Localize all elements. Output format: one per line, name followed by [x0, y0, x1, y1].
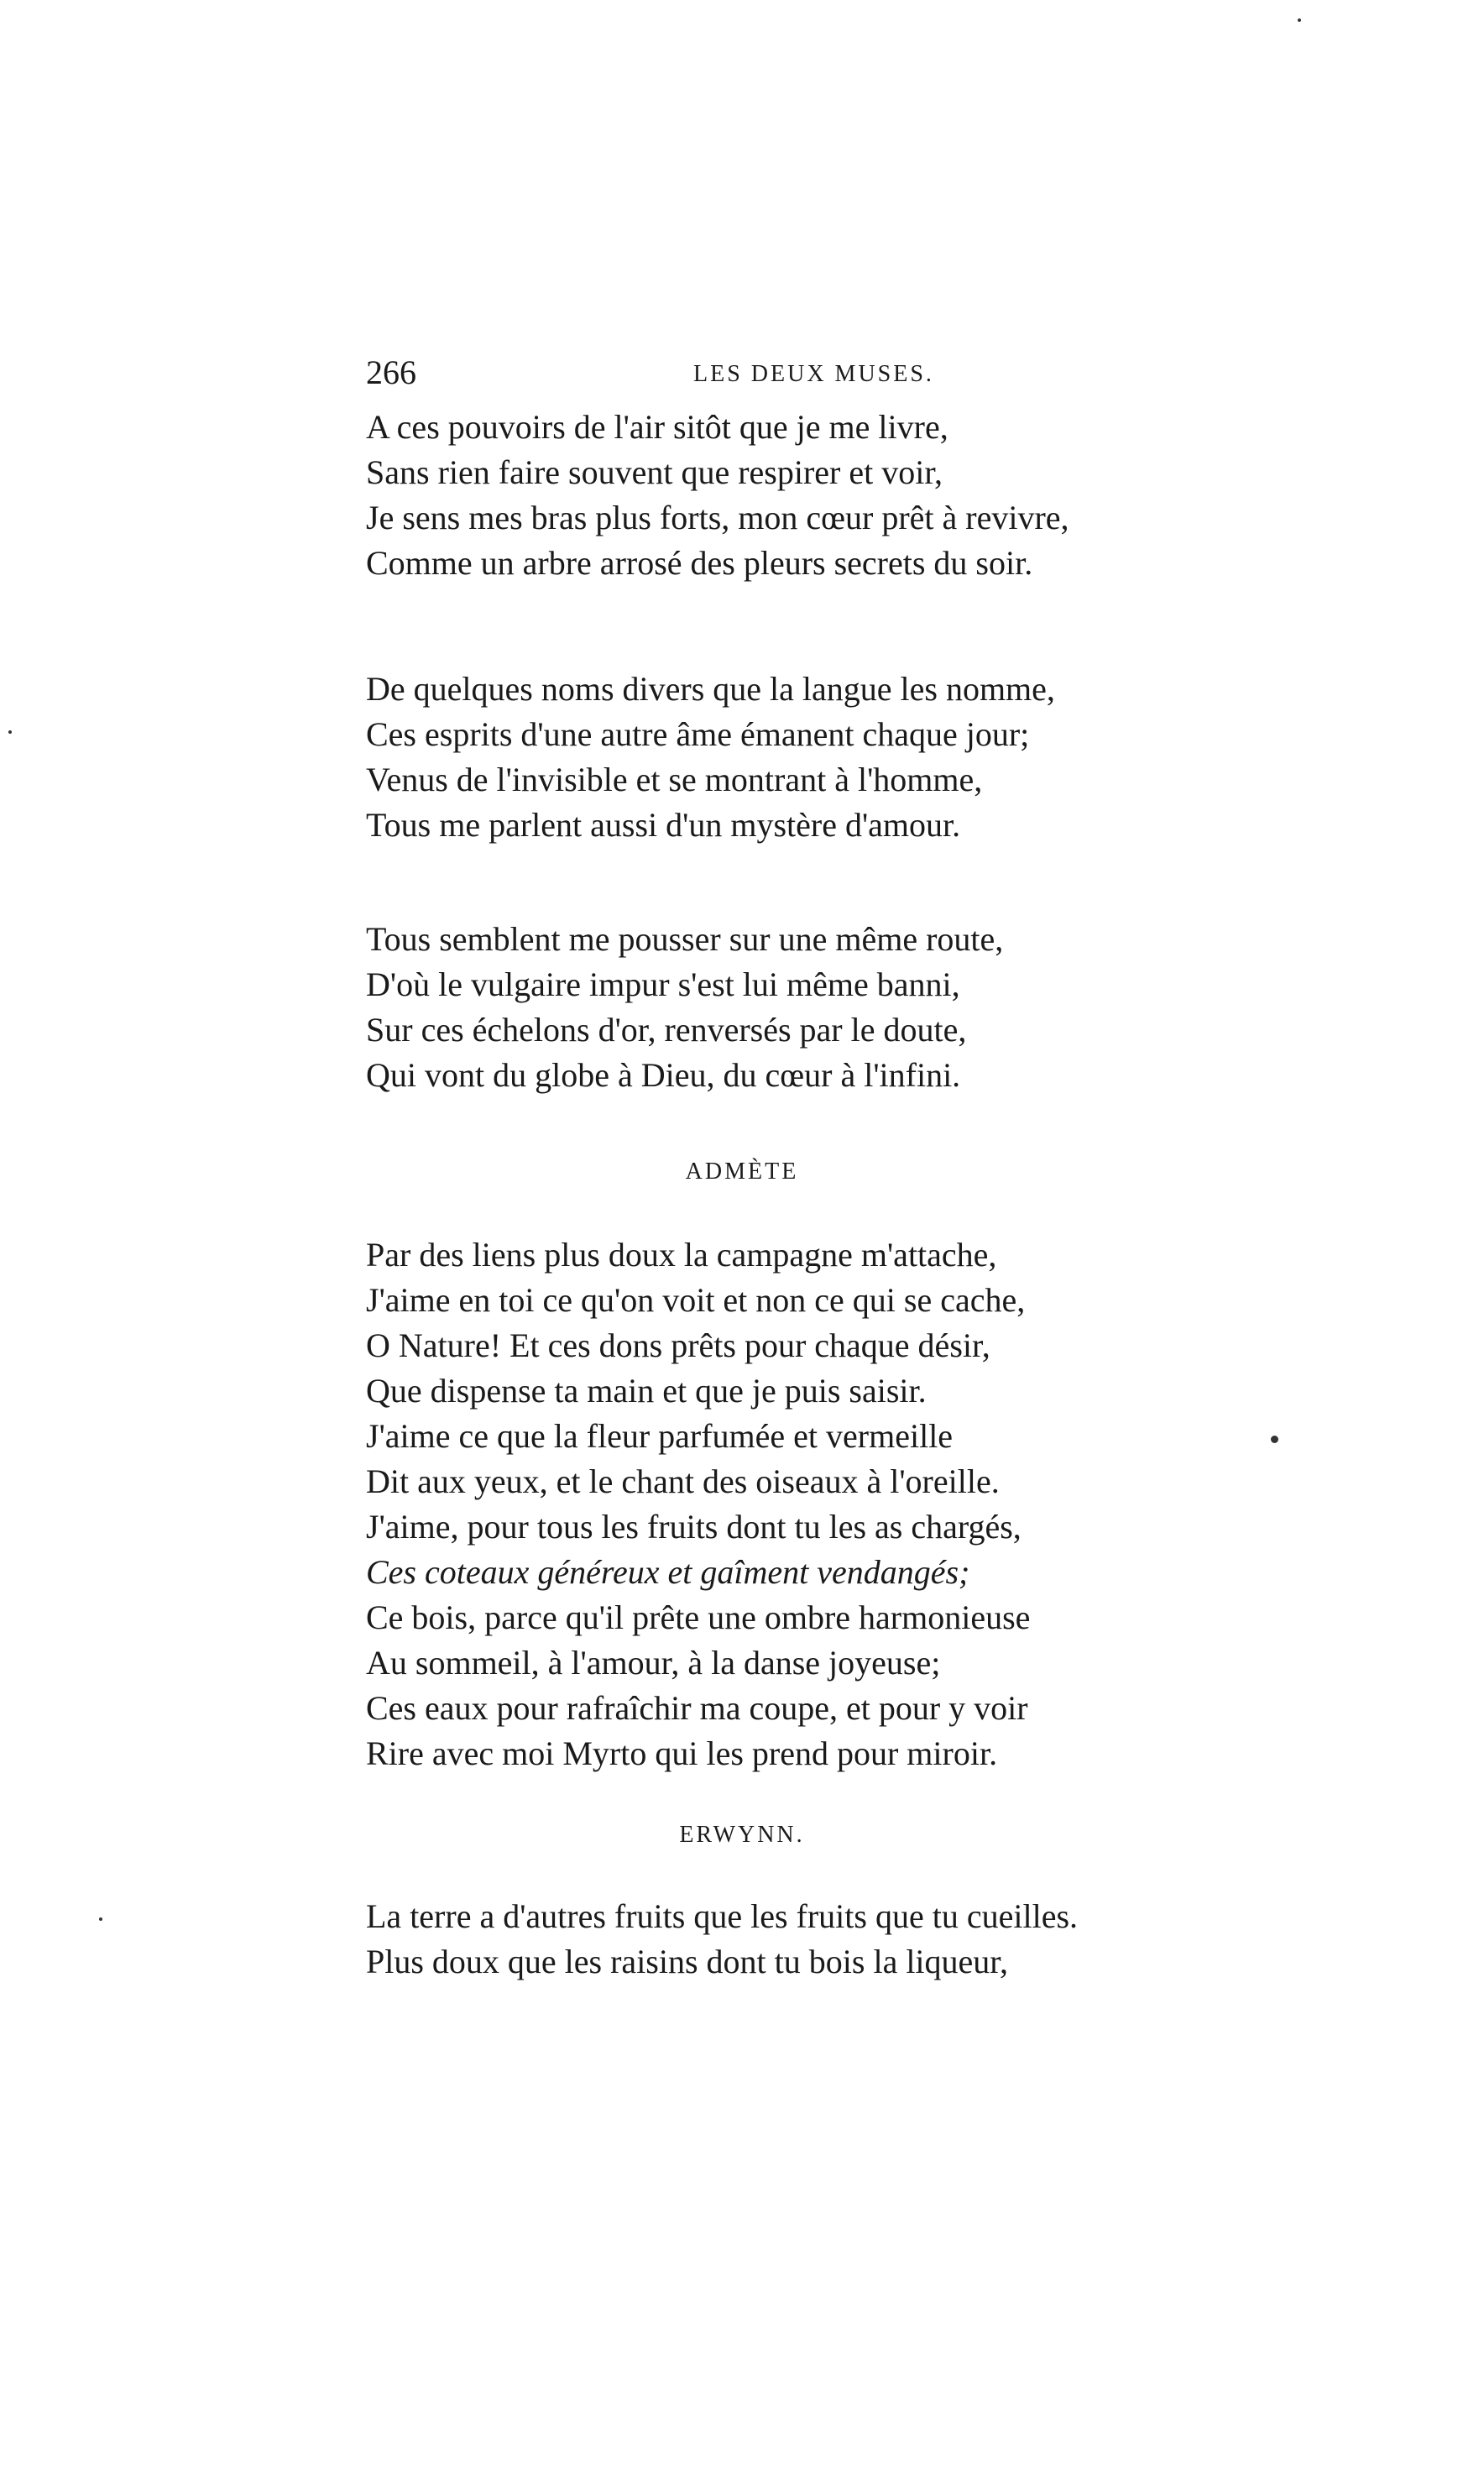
- stanza-3: [366, 917, 1155, 1098]
- erwynn-speech: [366, 1894, 1155, 1985]
- verse-line: Qui vont du globe à Dieu, du cœur à l'infini.: [366, 1056, 961, 1094]
- verse-line: Plus doux que les raisins dont tu bois la liqueur,: [366, 1943, 1009, 1980]
- verse-line: O Nature! Et ces dons prêts pour chaque désir,: [366, 1326, 990, 1364]
- stanza-1: [366, 405, 1155, 586]
- ink-speck: [1298, 18, 1301, 22]
- speaker-admete: ADMÈTE: [685, 1159, 799, 1185]
- verse-line: Que dispense ta main et que je puis saisir.: [366, 1372, 927, 1410]
- verse-line: Ces coteaux généreux et gaîment vendangés;: [366, 1553, 970, 1591]
- verse-line: J'aime, pour tous les fruits dont tu les as chargés,: [366, 1508, 1022, 1546]
- speaker-erwynn: ERWYNN.: [679, 1822, 805, 1848]
- ink-speck: [99, 1917, 102, 1921]
- verse-line: J'aime en toi ce qu'on voit et non ce qui se cache,: [366, 1281, 1026, 1319]
- page-number: 266: [366, 353, 416, 391]
- verse-line: D'où le vulgaire impur s'est lui même banni,: [366, 965, 960, 1003]
- verse-line: Comme un arbre arrosé des pleurs secrets du soir.: [366, 544, 1033, 582]
- ink-speck: [8, 730, 12, 734]
- verse-line: De quelques noms divers que la langue les nomme,: [366, 670, 1055, 708]
- verse-line: Ce bois, parce qu'il prête une ombre harmonieuse: [366, 1598, 1031, 1636]
- verse-line: Ces eaux pour rafraîchir ma coupe, et pour y voir: [366, 1689, 1028, 1727]
- verse-line: Tous me parlent aussi d'un mystère d'amour.: [366, 806, 961, 844]
- verse-line: Sur ces échelons d'or, renversés par le doute,: [366, 1011, 967, 1049]
- running-head: LES DEUX MUSES.: [693, 361, 934, 387]
- verse-line: Venus de l'invisible et se montrant à l'homme,: [366, 761, 983, 798]
- verse-line: Tous semblent me pousser sur une même route,: [366, 920, 1004, 958]
- verse-line: Par des liens plus doux la campagne m'attache,: [366, 1236, 997, 1274]
- stanza-2: [366, 667, 1155, 848]
- page-header: [366, 349, 970, 396]
- verse-line: Ces esprits d'une autre âme émanent chaque jour;: [366, 715, 1030, 753]
- verse-line: A ces pouvoirs de l'air sitôt que je me livre,: [366, 408, 948, 446]
- verse-line: Rire avec moi Myrto qui les prend pour miroir.: [366, 1734, 998, 1772]
- admete-speech: [366, 1232, 1155, 1776]
- ink-speck: [1271, 1436, 1278, 1443]
- verse-line: La terre a d'autres fruits que les fruits que tu cueilles.: [366, 1897, 1079, 1935]
- verse-line: J'aime ce que la fleur parfumée et vermeille: [366, 1417, 954, 1455]
- verse-line: Je sens mes bras plus forts, mon cœur prêt à revivre,: [366, 499, 1069, 536]
- verse-line: Dit aux yeux, et le chant des oiseaux à l'oreille.: [366, 1462, 1000, 1500]
- verse-line: Au sommeil, à l'amour, à la danse joyeuse;: [366, 1644, 941, 1682]
- verse-line: Sans rien faire souvent que respirer et voir,: [366, 453, 943, 491]
